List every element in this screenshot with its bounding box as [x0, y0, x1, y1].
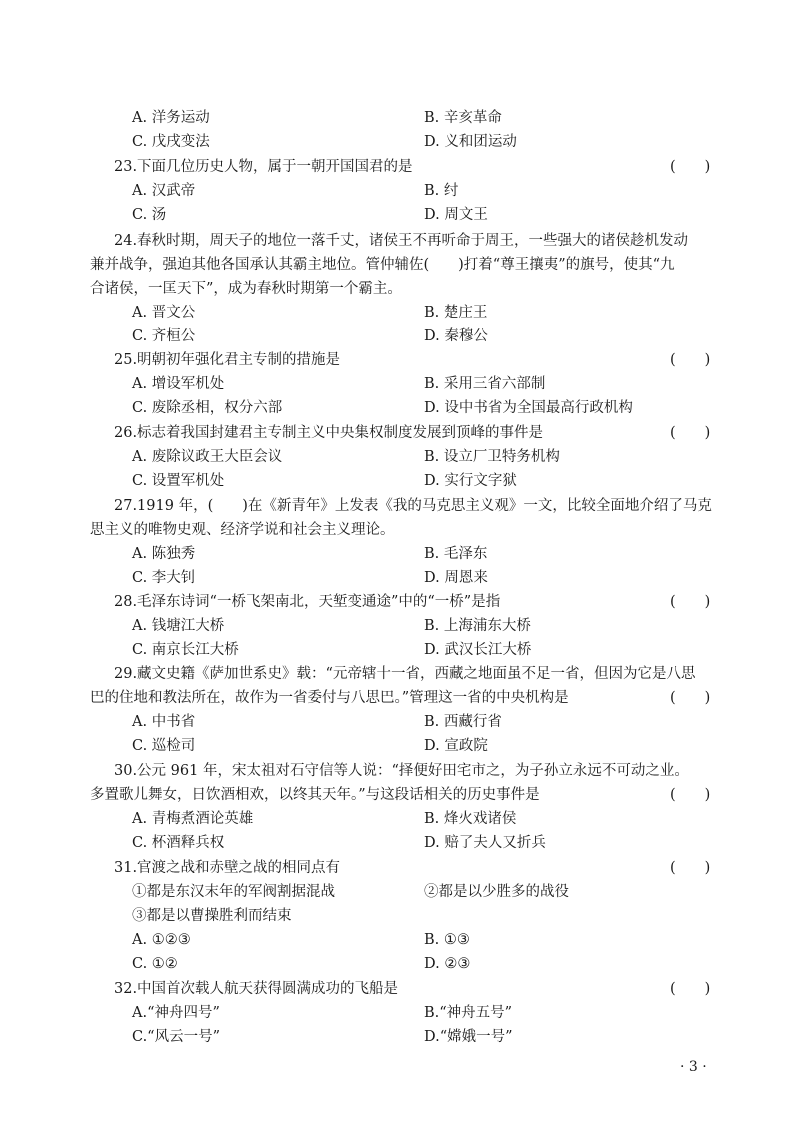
question-29-answer-blank: ( ): [670, 690, 711, 706]
question-31-statement-3: ③都是以曹操胜利而结束: [132, 908, 292, 924]
question-31-statement-1: ①都是东汉末年的军阀割据混战: [132, 884, 335, 900]
question-27-option-d: D. 周恩来: [424, 570, 488, 586]
question-24-option-b: B. 楚庄王: [424, 305, 488, 321]
question-30-option-a: A. 青梅煮酒论英雄: [132, 811, 254, 827]
question-28-option-c: C. 南京长江大桥: [132, 642, 239, 658]
question-23-option-a: A. 汉武帝: [132, 183, 196, 199]
question-31-option-a: A. ①②③: [132, 932, 191, 948]
question-26-option-a: A. 废除议政王大臣会议: [132, 449, 283, 465]
prev-option-d: D. 义和团运动: [424, 134, 517, 150]
question-31-option-b: B. ①③: [424, 932, 470, 948]
question-23-text: 23.下面几位历史人物，属于一朝开国国君的是: [114, 159, 413, 175]
question-27-option-a: A. 陈独秀: [132, 546, 196, 562]
question-27-line-2: 思主义的唯物史观、经济学说和社会主义理论。: [90, 522, 395, 538]
question-23-option-d: D. 周文王: [424, 207, 488, 223]
question-31-statement-2: ②都是以少胜多的战役: [424, 884, 569, 900]
prev-option-c: C. 戊戌变法: [132, 134, 210, 150]
question-32-option-d: D.“嫦娥一号”: [424, 1029, 513, 1045]
question-24-option-d: D. 秦穆公: [424, 328, 488, 344]
question-24-line-2: 兼并战争，强迫其他各国承认其霸主地位。管仲辅佐( )打着“尊王攘夷”的旗号，使其“九: [90, 257, 675, 273]
question-29-option-a: A. 中书省: [132, 714, 196, 730]
question-26-answer-blank: ( ): [670, 425, 711, 441]
question-26-option-b: B. 设立厂卫特务机构: [424, 449, 560, 465]
question-28-option-b: B. 上海浦东大桥: [424, 618, 531, 634]
question-30-line-2: 多置歌儿舞女，日饮酒相欢，以终其天年。”与这段话相关的历史事件是: [90, 787, 540, 803]
question-24-option-a: A. 晋文公: [132, 305, 196, 321]
question-24-line-3: 合诸侯，一匡天下”，成为春秋时期第一个霸主。: [90, 281, 402, 297]
question-30-option-d: D. 赔了夫人又折兵: [424, 835, 546, 851]
question-29-option-c: C. 巡检司: [132, 738, 196, 754]
question-24-option-c: C. 齐桓公: [132, 328, 196, 344]
question-32-text: 32.中国首次载人航天获得圆满成功的飞船是: [114, 981, 399, 997]
question-29-line-1: 29.藏文史籍《萨加世系史》载：“元帝辖十一省，西藏之地面虽不足一省，但因为它是八思: [114, 666, 696, 682]
question-32-option-a: A.“神舟四号”: [132, 1005, 220, 1021]
question-31-answer-blank: ( ): [670, 860, 711, 876]
question-25-option-b: B. 采用三省六部制: [424, 376, 546, 392]
question-31-option-c: C. ①②: [132, 956, 178, 972]
question-25-option-a: A. 增设军机处: [132, 376, 225, 392]
prev-option-b: B. 辛亥革命: [424, 110, 502, 126]
question-23-answer-blank: ( ): [670, 159, 711, 175]
question-26-option-d: D. 实行文字狱: [424, 473, 517, 489]
question-31-text: 31.官渡之战和赤壁之战的相同点有: [114, 860, 341, 876]
question-25-text: 25.明朝初年强化君主专制的措施是: [114, 352, 341, 368]
question-26-text: 26.标志着我国封建君主专制主义中央集权制度发展到顶峰的事件是: [114, 425, 544, 441]
question-30-answer-blank: ( ): [670, 787, 711, 803]
prev-option-a: A. 洋务运动: [132, 110, 210, 126]
question-29-option-d: D. 宣政院: [424, 738, 488, 754]
question-25-option-d: D. 设中书省为全国最高行政机构: [424, 400, 633, 416]
question-27-line-1: 27.1919 年，( )在《新青年》上发表《我的马克思主义观》一文，比较全面地介绍了马克: [114, 498, 712, 514]
question-30-line-1: 30.公元 961 年，宋太祖对石守信等人说：“择便好田宅市之，为子孙立永远不可动之业。: [114, 763, 689, 779]
question-27-option-c: C. 李大钊: [132, 570, 196, 586]
question-31-option-d: D. ②③: [424, 956, 471, 972]
question-30-option-b: B. 烽火戏诸侯: [424, 811, 517, 827]
page-number: · 3 ·: [680, 1059, 707, 1075]
question-23-option-c: C. 汤: [132, 207, 167, 223]
question-27-option-b: B. 毛泽东: [424, 546, 488, 562]
question-28-option-d: D. 武汉长江大桥: [424, 642, 532, 658]
question-25-option-c: C. 废除丞相，权分六部: [132, 400, 283, 416]
question-28-text: 28.毛泽东诗词“一桥飞架南北，天堑变通途”中的“一桥”是指: [114, 594, 501, 610]
question-30-option-c: C. 杯酒释兵权: [132, 835, 225, 851]
question-32-option-c: C.“风云一号”: [132, 1029, 221, 1045]
question-28-option-a: A. 钱塘江大桥: [132, 618, 225, 634]
question-26-option-c: C. 设置军机处: [132, 473, 225, 489]
question-29-option-b: B. 西藏行省: [424, 714, 502, 730]
question-32-answer-blank: ( ): [670, 981, 711, 997]
question-25-answer-blank: ( ): [670, 352, 711, 368]
question-32-option-b: B.“神舟五号”: [424, 1005, 513, 1021]
question-24-line-1: 24.春秋时期，周天子的地位一落千丈，诸侯王不再听命于周王，一些强大的诸侯趁机发动: [114, 233, 689, 249]
question-23-option-b: B. 纣: [424, 183, 459, 199]
question-28-answer-blank: ( ): [670, 594, 711, 610]
question-29-line-2: 巴的住地和教法所在，故作为一省委付与八思巴。”管理这一省的中央机构是: [90, 690, 569, 706]
